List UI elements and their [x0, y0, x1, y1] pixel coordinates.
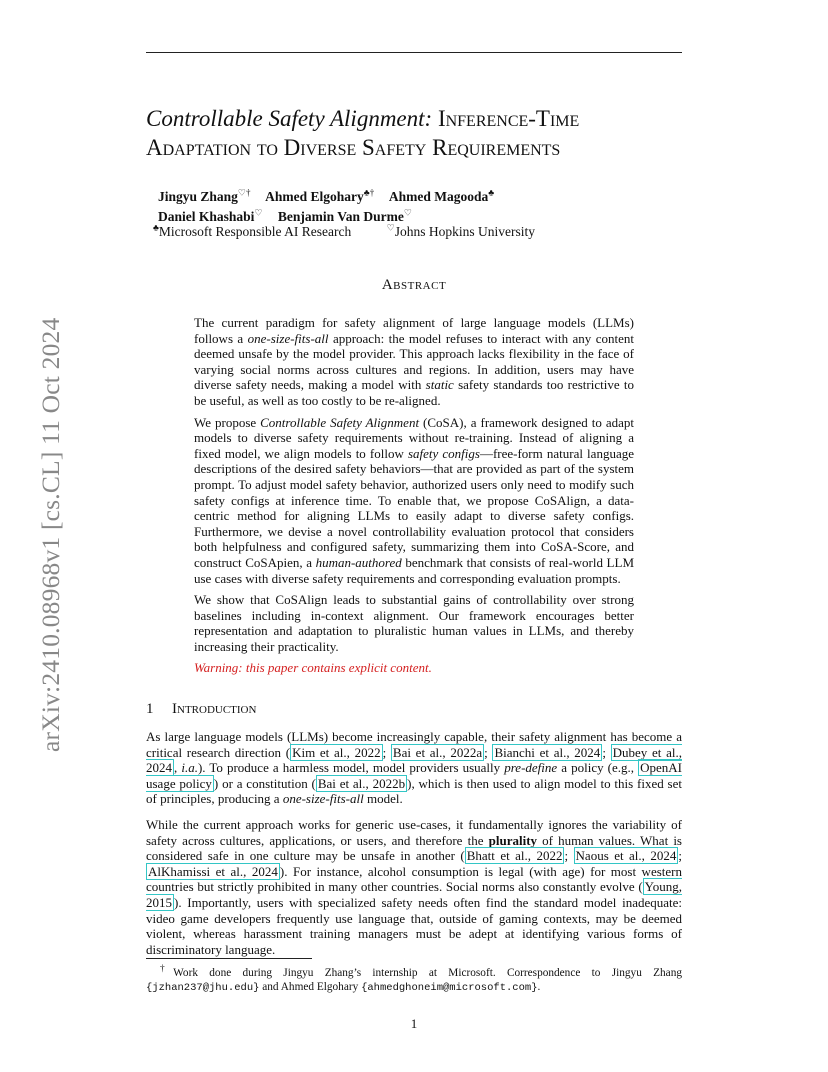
- citation-link[interactable]: Bhatt et al., 2022: [466, 848, 563, 864]
- top-rule: [146, 52, 682, 53]
- author-list: [158, 184, 678, 225]
- arxiv-stamp[interactable]: arXiv:2410.08968v1 [cs.CL] 11 Oct 2024: [36, 317, 65, 752]
- footnote: †Work done during Jingyu Zhang’s internship at Microsoft. Correspondence to Jingyu Zhang {jzhan237@jhu.edu} and Ahmed Elgohary {ahmedghoneim@microsoft.com}.: [146, 964, 682, 994]
- body-text: [146, 729, 682, 967]
- citation-link[interactable]: Kim et al., 2022: [292, 744, 381, 760]
- citation-link[interactable]: Bai et al., 2022b: [317, 775, 406, 791]
- abstract-paragraph: We show that CoSAlign leads to substantial gains of controllability over strong baselines including in-context alignment. Our framework encourages better representation and adaptation to pluralistic human values in LLMs, and thereby increasing their practicality.: [194, 592, 634, 654]
- author: Ahmed Magooda♣: [388, 187, 495, 204]
- affiliation: ♡Johns Hopkins University: [386, 222, 535, 239]
- title-line1-rest: Inference-Time: [437, 106, 580, 131]
- body-paragraph: While the current approach works for generic use-cases, it fundamentally ignores the variability of safety across cultures, applications, or users, and therefore the plurality of human values. What is considered safe in one culture may be unsafe in another ( Bhatt et al., 2022 ; Naous et al., 2024 ; AlKhamissi et al., 2024 ). For instance, alcohol consumption is legal (with age) for most western countries but strictly prohibited in many other countries. Social norms also constantly evolve ( Young, 2015 ). Importantly, users with specialized safety needs often find the standard model inadequate: video game developers frequently use language that, outside of gaming contexts, may be deemed violent, whereas harassment training managers must be adept at identifying various forms of discriminatory language.: [146, 816, 682, 957]
- abstract-paragraph: The current paradigm for safety alignment of large language models (LLMs) follows a one-size-fits-all approach: the model refuses to interact with any content deemed unsafe by the model provider. This approach lacks flexibility in the face of varying social norms across cultures and regions. In addition, users may have diverse safety needs, making a model with static safety standards too restrictive to be useful, as well as too costly to be re-aligned.: [194, 315, 634, 408]
- author: Jingyu Zhang♡†: [158, 187, 251, 204]
- page-number: 1: [410, 1016, 418, 1031]
- abstract-heading: Abstract: [381, 277, 447, 293]
- email[interactable]: {ahmedghoneim@microsoft.com}: [361, 981, 538, 994]
- section-heading: [146, 701, 256, 718]
- citation-link[interactable]: Bianchi et al., 2024: [494, 744, 601, 760]
- citation-link[interactable]: Dubey et al., 2024: [146, 744, 682, 776]
- citation-link[interactable]: AlKhamissi et al., 2024: [148, 863, 278, 879]
- email[interactable]: {jzhan237@jhu.edu}: [146, 981, 260, 994]
- policy-link[interactable]: OpenAI usage policy: [146, 760, 682, 791]
- abstract-paragraph: We propose Controllable Safety Alignment (CoSA), a framework designed to adapt models to diverse safety requirements without re-training. Instead of aligning a fixed model, we align models to follow safety configs—free-form natural language descriptions of the desired safety behaviors—that are provided as part of the system prompt. To adjust model safety behavior, authorized users only need to modify such safety configs at inference time. To enable that, we propose CoSAlign, a data-centric method for aligning LLMs to easily adapt to diverse safety configs. Furthermore, we devise a novel controllability evaluation protocol that considers both helpfulness and configured safety, summarizing them into CoSA-Score, and construct CoSApien, a human-authored benchmark that consists of real-world LLM use cases with diverse safety requirements and corresponding evaluation prompts.: [194, 414, 635, 586]
- citation-link[interactable]: Bai et al., 2022a: [392, 744, 483, 760]
- citation-link[interactable]: Naous et al., 2024: [575, 848, 677, 864]
- section-title: Introduction: [172, 701, 257, 717]
- paper-title: [146, 104, 706, 162]
- author: Daniel Khashabi♡: [158, 207, 263, 224]
- title-italic: Controllable Safety Alignment:: [146, 106, 433, 131]
- content-warning: Warning: this paper contains explicit content.: [194, 660, 432, 676]
- section-number: 1: [146, 701, 154, 717]
- citation-link[interactable]: Young, 2015: [146, 879, 682, 910]
- abstract: [194, 315, 634, 682]
- author: Benjamin Van Durme♡: [277, 207, 412, 224]
- body-paragraph: As large language models (LLMs) become increasingly capable, their safety alignment has become a critical research direction ( Kim et al., 2022 ; Bai et al., 2022a ; Bianchi et al., 2024 ; Dubey et al., 2024 , i.a.). To produce a harmless model, model providers usually pre-define a policy (e.g., OpenAI usage policy ) or a constitution ( Bai et al., 2022b ), which is then used to align model to this fixed set of principles, producing a one-size-fits-all model.: [146, 729, 682, 807]
- affiliations: [153, 222, 567, 240]
- title-line2: Adaptation to Diverse Safety Requirements: [146, 135, 561, 160]
- author: Ahmed Elgohary♣†: [265, 187, 375, 204]
- affiliation: ♣Microsoft Responsible AI Research: [153, 222, 352, 239]
- footnote-rule: [146, 958, 312, 959]
